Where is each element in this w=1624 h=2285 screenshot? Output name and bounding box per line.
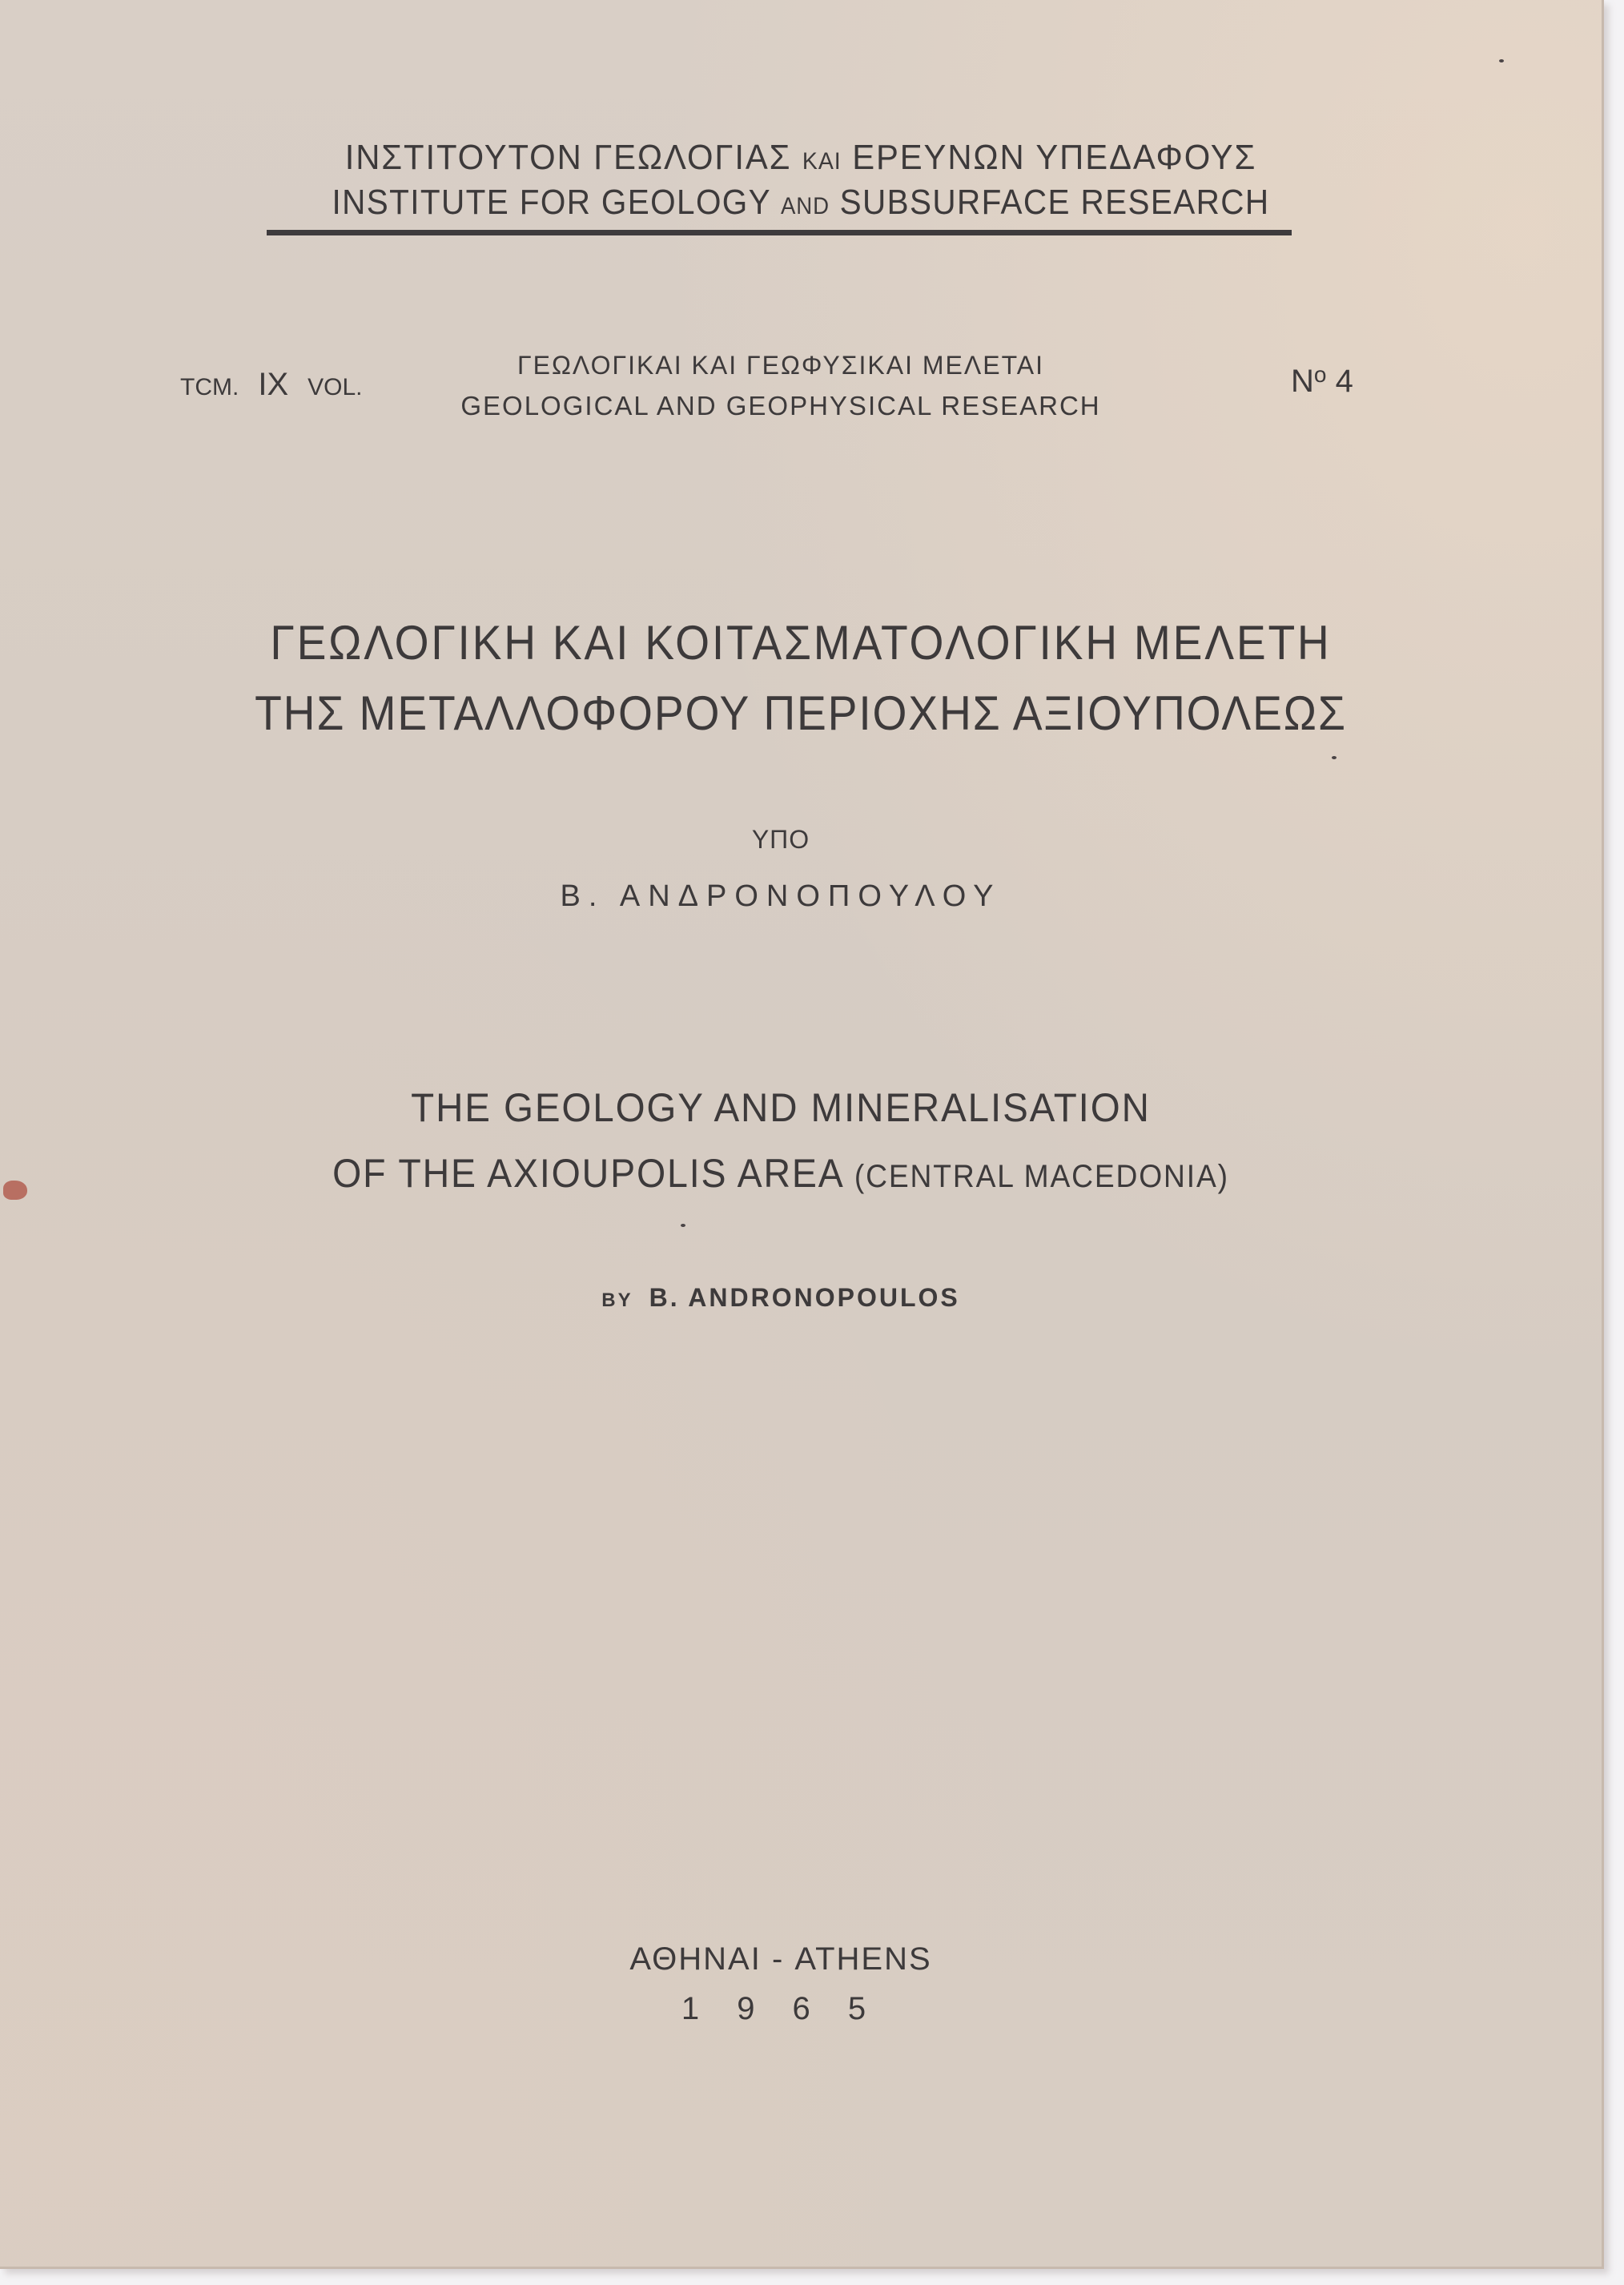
english-byline: [0, 1283, 1562, 1313]
greek-author: Β. ΑΝΔΡΟΝΟΠΟΥΛΟΥ: [560, 879, 1002, 913]
rust-stain: [3, 1181, 27, 1200]
institute-greek-conjunction: ΚΑΙ: [802, 148, 842, 175]
institute-greek-part-2: ΕΡΕΥΝΩΝ ΥΠΕΔΑΦΟΥΣ: [852, 138, 1257, 177]
imprint-place: ΑΘΗΝΑΙ - ATHENS: [629, 1941, 932, 1977]
volume-prefix: TCM.: [180, 374, 239, 400]
english-by-label: BY: [601, 1289, 633, 1311]
institute-name-greek: [40, 138, 1562, 178]
issue-number-value: 4: [1335, 364, 1353, 399]
issue-number-sup: o: [1313, 362, 1327, 387]
series-title-greek: ΓΕΩΛΟΓΙΚΑΙ ΚΑΙ ΓΕΩΦΥΣΙΚΑΙ ΜΕΛΕΤΑΙ: [517, 351, 1044, 380]
greek-title-line-2: ΤΗΣ ΜΕΤΑΛΛΟΦΟΡΟΥ ΠΕΡΙΟΧΗΣ ΑΞΙΟΥΠΟΛΕΩΣ: [255, 686, 1347, 740]
header-rule: [267, 230, 1292, 235]
english-title-line-1: THE GEOLOGY AND MINERALISATION: [411, 1085, 1151, 1130]
volume-suffix: VOL.: [308, 374, 363, 400]
english-title-line-2: [54, 1150, 1507, 1197]
institute-english-conjunction: AND: [780, 193, 830, 219]
english-title-region: (CENTRAL MACEDONIA): [854, 1159, 1229, 1194]
issue-number-label: N: [1291, 364, 1314, 399]
institute-greek-part-1: ΙΝΣΤΙΤΟΥΤΟΝ ΓΕΩΛΟΓΙΑΣ: [344, 138, 792, 177]
imprint-year: 1 9 6 5: [681, 1991, 881, 2026]
paper-speck: [1332, 756, 1337, 759]
volume-number: IX: [258, 367, 289, 402]
english-title-main: OF THE AXIOUPOLIS AREA: [332, 1151, 843, 1196]
institute-name-english: [64, 183, 1538, 223]
institute-english-part-1: INSTITUTE FOR GEOLOGY: [332, 183, 771, 222]
series-title-english: GEOLOGICAL AND GEOPHYSICAL RESEARCH: [460, 391, 1101, 420]
greek-title-line-1: ΓΕΩΛΟΓΙΚΗ ΚΑΙ ΚΟΙΤΑΣΜΑΤΟΛΟΓΙΚΗ ΜΕΛΕΤΗ: [270, 616, 1332, 670]
paper-speck: [1499, 59, 1504, 62]
issue-number: [1291, 362, 1353, 400]
greek-by-label: ΥΠΟ: [751, 825, 810, 854]
institute-english-part-2: SUBSURFACE RESEARCH: [839, 183, 1270, 222]
english-author: B. ANDRONOPOULOS: [649, 1283, 960, 1312]
paper-speck: [681, 1224, 685, 1227]
